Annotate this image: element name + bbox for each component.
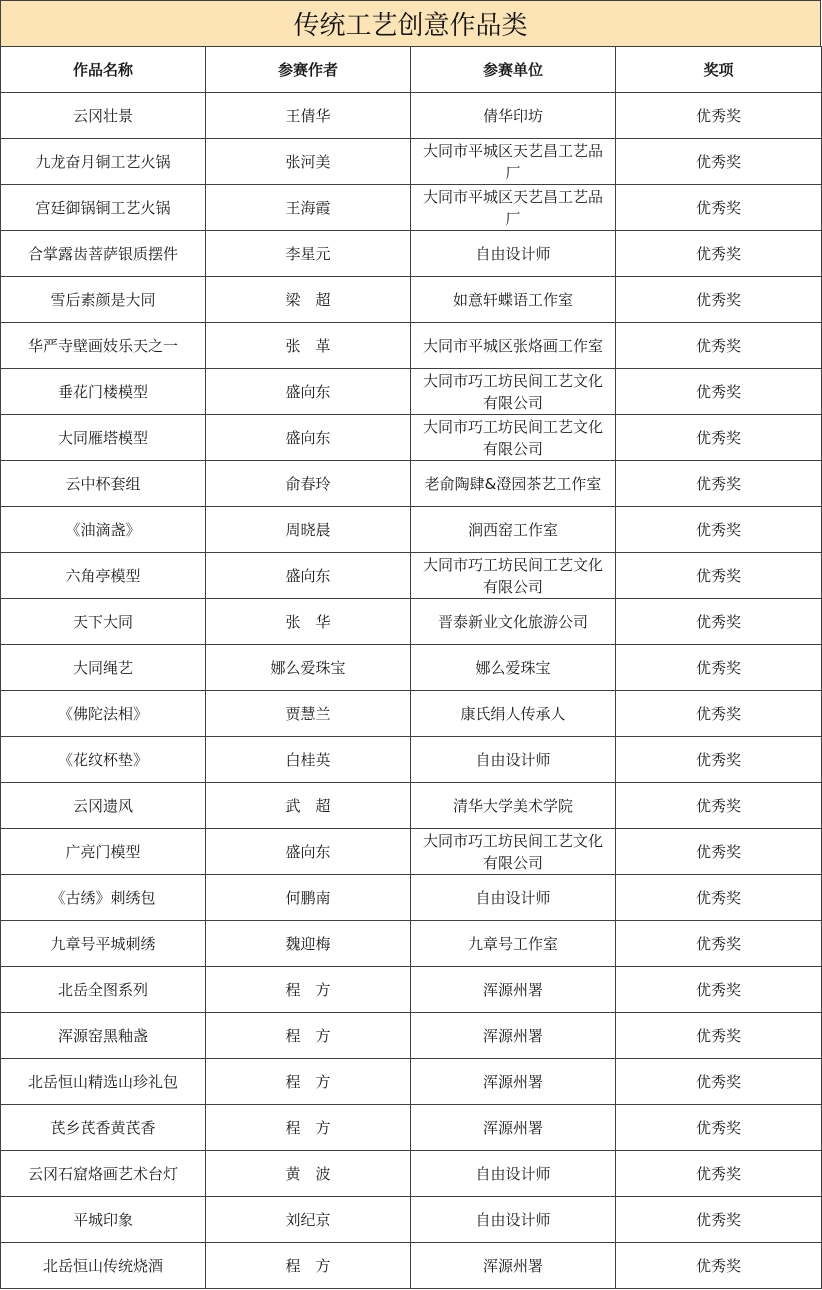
sheet-title: 传统工艺创意作品类 bbox=[0, 0, 821, 46]
cell-work-name: 芪乡芪香黄芪香 bbox=[1, 1105, 206, 1151]
cell-work-name: 平城印象 bbox=[1, 1197, 206, 1243]
cell-award: 优秀奖 bbox=[616, 1243, 822, 1289]
cell-author: 白桂英 bbox=[206, 737, 411, 783]
cell-unit: 老俞陶肆&澄园茶艺工作室 bbox=[411, 461, 616, 507]
cell-author: 程 方 bbox=[206, 1059, 411, 1105]
cell-unit: 康氏绢人传承人 bbox=[411, 691, 616, 737]
cell-unit: 浑源州署 bbox=[411, 1105, 616, 1151]
cell-unit: 如意轩蝶语工作室 bbox=[411, 277, 616, 323]
table-row bbox=[1, 369, 822, 415]
header-unit: 参赛单位 bbox=[411, 47, 616, 93]
cell-author: 程 方 bbox=[206, 1243, 411, 1289]
cell-work-name: 合掌露齿菩萨银质摆件 bbox=[1, 231, 206, 277]
cell-author: 俞春玲 bbox=[206, 461, 411, 507]
table-row bbox=[1, 1151, 822, 1197]
cell-award: 优秀奖 bbox=[616, 645, 822, 691]
cell-unit: 自由设计师 bbox=[411, 1151, 616, 1197]
cell-author: 程 方 bbox=[206, 1105, 411, 1151]
cell-work-name: 《花纹杯垫》 bbox=[1, 737, 206, 783]
cell-author: 黄 波 bbox=[206, 1151, 411, 1197]
cell-work-name: 北岳恒山精选山珍礼包 bbox=[1, 1059, 206, 1105]
cell-work-name: 雪后素颜是大同 bbox=[1, 277, 206, 323]
cell-unit: 清华大学美术学院 bbox=[411, 783, 616, 829]
table-row bbox=[1, 185, 822, 231]
cell-unit: 大同市巧工坊民间工艺文化有限公司 bbox=[411, 415, 616, 461]
cell-award: 优秀奖 bbox=[616, 737, 822, 783]
table-row bbox=[1, 231, 822, 277]
table-row bbox=[1, 277, 822, 323]
award-table bbox=[0, 46, 822, 1289]
table-row bbox=[1, 1197, 822, 1243]
cell-author: 刘纪京 bbox=[206, 1197, 411, 1243]
cell-author: 梁 超 bbox=[206, 277, 411, 323]
cell-award: 优秀奖 bbox=[616, 599, 822, 645]
table-row bbox=[1, 645, 822, 691]
table-row bbox=[1, 783, 822, 829]
table-row bbox=[1, 1013, 822, 1059]
cell-award: 优秀奖 bbox=[616, 1151, 822, 1197]
cell-award: 优秀奖 bbox=[616, 231, 822, 277]
cell-unit: 娜么爱珠宝 bbox=[411, 645, 616, 691]
cell-author: 周晓晨 bbox=[206, 507, 411, 553]
cell-work-name: 浑源窑黑釉盏 bbox=[1, 1013, 206, 1059]
cell-award: 优秀奖 bbox=[616, 1059, 822, 1105]
cell-unit: 自由设计师 bbox=[411, 1197, 616, 1243]
cell-award: 优秀奖 bbox=[616, 369, 822, 415]
header-work-name: 作品名称 bbox=[1, 47, 206, 93]
cell-unit: 大同市巧工坊民间工艺文化有限公司 bbox=[411, 553, 616, 599]
cell-work-name: 云冈遗风 bbox=[1, 783, 206, 829]
cell-work-name: 九章号平城刺绣 bbox=[1, 921, 206, 967]
cell-author: 盛向东 bbox=[206, 369, 411, 415]
cell-unit: 浑源州署 bbox=[411, 967, 616, 1013]
cell-award: 优秀奖 bbox=[616, 507, 822, 553]
table-row bbox=[1, 599, 822, 645]
cell-author: 程 方 bbox=[206, 967, 411, 1013]
cell-work-name: 云中杯套组 bbox=[1, 461, 206, 507]
cell-unit: 大同市平城区张烙画工作室 bbox=[411, 323, 616, 369]
cell-work-name: 北岳全图系列 bbox=[1, 967, 206, 1013]
cell-author: 娜么爱珠宝 bbox=[206, 645, 411, 691]
cell-work-name: 六角亭模型 bbox=[1, 553, 206, 599]
cell-award: 优秀奖 bbox=[616, 1105, 822, 1151]
cell-author: 武 超 bbox=[206, 783, 411, 829]
cell-award: 优秀奖 bbox=[616, 967, 822, 1013]
cell-unit: 大同市巧工坊民间工艺文化有限公司 bbox=[411, 369, 616, 415]
cell-award: 优秀奖 bbox=[616, 323, 822, 369]
table-row bbox=[1, 691, 822, 737]
cell-unit: 浑源州署 bbox=[411, 1013, 616, 1059]
table-body bbox=[1, 93, 822, 1289]
cell-unit: 九章号工作室 bbox=[411, 921, 616, 967]
cell-award: 优秀奖 bbox=[616, 829, 822, 875]
cell-work-name: 宫廷御锅铜工艺火锅 bbox=[1, 185, 206, 231]
table-row bbox=[1, 1243, 822, 1289]
cell-work-name: 《油滴盏》 bbox=[1, 507, 206, 553]
cell-award: 优秀奖 bbox=[616, 277, 822, 323]
cell-author: 程 方 bbox=[206, 1013, 411, 1059]
cell-author: 张 革 bbox=[206, 323, 411, 369]
cell-unit: 倩华印坊 bbox=[411, 93, 616, 139]
cell-author: 李星元 bbox=[206, 231, 411, 277]
table-row bbox=[1, 967, 822, 1013]
table-row bbox=[1, 415, 822, 461]
cell-unit: 晋泰新业文化旅游公司 bbox=[411, 599, 616, 645]
cell-award: 优秀奖 bbox=[616, 875, 822, 921]
table-row bbox=[1, 1059, 822, 1105]
cell-work-name: 大同雁塔模型 bbox=[1, 415, 206, 461]
cell-award: 优秀奖 bbox=[616, 1197, 822, 1243]
cell-author: 贾慧兰 bbox=[206, 691, 411, 737]
header-author: 参赛作者 bbox=[206, 47, 411, 93]
table-row bbox=[1, 139, 822, 185]
table-row bbox=[1, 553, 822, 599]
header-award: 奖项 bbox=[616, 47, 822, 93]
cell-award: 优秀奖 bbox=[616, 1013, 822, 1059]
cell-unit: 大同市巧工坊民间工艺文化有限公司 bbox=[411, 829, 616, 875]
table-row bbox=[1, 921, 822, 967]
table-row bbox=[1, 875, 822, 921]
cell-unit: 浑源州署 bbox=[411, 1243, 616, 1289]
cell-unit: 涧西窑工作室 bbox=[411, 507, 616, 553]
cell-unit: 大同市平城区天艺昌工艺品厂 bbox=[411, 139, 616, 185]
cell-award: 优秀奖 bbox=[616, 93, 822, 139]
cell-award: 优秀奖 bbox=[616, 783, 822, 829]
cell-work-name: 垂花门楼模型 bbox=[1, 369, 206, 415]
cell-author: 王海霞 bbox=[206, 185, 411, 231]
cell-author: 盛向东 bbox=[206, 415, 411, 461]
cell-work-name: 天下大同 bbox=[1, 599, 206, 645]
cell-work-name: 九龙奋月铜工艺火锅 bbox=[1, 139, 206, 185]
cell-work-name: 《古绣》刺绣包 bbox=[1, 875, 206, 921]
cell-work-name: 华严寺壁画妓乐天之一 bbox=[1, 323, 206, 369]
table-row bbox=[1, 461, 822, 507]
cell-award: 优秀奖 bbox=[616, 553, 822, 599]
cell-work-name: 广亮门模型 bbox=[1, 829, 206, 875]
table-row bbox=[1, 737, 822, 783]
cell-unit: 自由设计师 bbox=[411, 737, 616, 783]
cell-author: 王倩华 bbox=[206, 93, 411, 139]
cell-unit: 浑源州署 bbox=[411, 1059, 616, 1105]
cell-work-name: 大同绳艺 bbox=[1, 645, 206, 691]
cell-award: 优秀奖 bbox=[616, 415, 822, 461]
table-row bbox=[1, 323, 822, 369]
cell-unit: 自由设计师 bbox=[411, 231, 616, 277]
cell-award: 优秀奖 bbox=[616, 139, 822, 185]
cell-award: 优秀奖 bbox=[616, 185, 822, 231]
cell-work-name: 云冈壮景 bbox=[1, 93, 206, 139]
cell-author: 何鹏南 bbox=[206, 875, 411, 921]
table-header-row bbox=[1, 47, 822, 93]
table-row bbox=[1, 93, 822, 139]
cell-work-name: 《佛陀法相》 bbox=[1, 691, 206, 737]
cell-author: 张 华 bbox=[206, 599, 411, 645]
cell-author: 盛向东 bbox=[206, 829, 411, 875]
cell-work-name: 北岳恒山传统烧酒 bbox=[1, 1243, 206, 1289]
cell-award: 优秀奖 bbox=[616, 921, 822, 967]
table-row bbox=[1, 507, 822, 553]
cell-work-name: 云冈石窟烙画艺术台灯 bbox=[1, 1151, 206, 1197]
cell-unit: 大同市平城区天艺昌工艺品厂 bbox=[411, 185, 616, 231]
cell-author: 盛向东 bbox=[206, 553, 411, 599]
cell-award: 优秀奖 bbox=[616, 461, 822, 507]
cell-award: 优秀奖 bbox=[616, 691, 822, 737]
cell-unit: 自由设计师 bbox=[411, 875, 616, 921]
cell-author: 张河美 bbox=[206, 139, 411, 185]
table-row bbox=[1, 1105, 822, 1151]
table-row bbox=[1, 829, 822, 875]
cell-author: 魏迎梅 bbox=[206, 921, 411, 967]
